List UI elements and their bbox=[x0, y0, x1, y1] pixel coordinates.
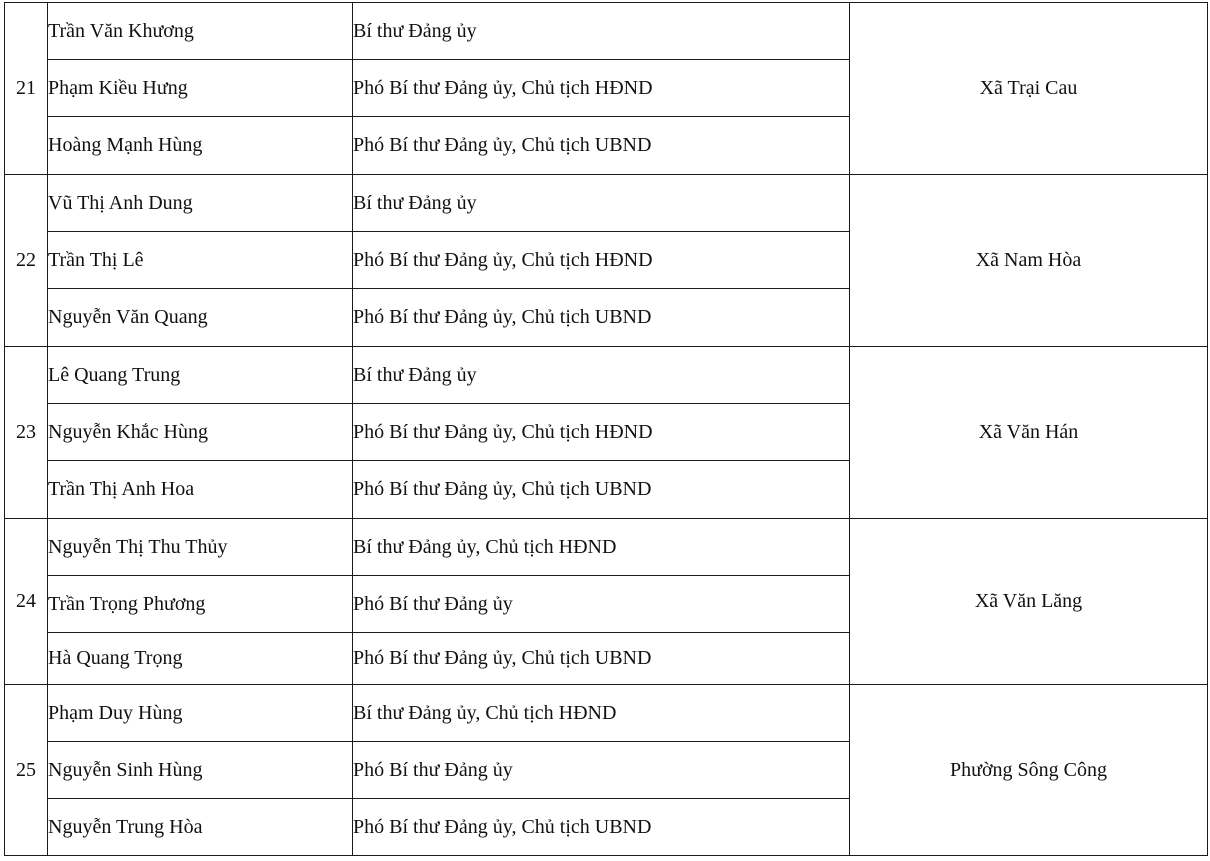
person-name: Hà Quang Trọng bbox=[48, 633, 353, 685]
person-position: Phó Bí thư Đảng ủy, Chủ tịch UBND bbox=[353, 117, 850, 175]
person-position: Phó Bí thư Đảng ủy, Chủ tịch HĐND bbox=[353, 232, 850, 289]
person-position: Bí thư Đảng ủy bbox=[353, 3, 850, 60]
person-name: Nguyễn Thị Thu Thủy bbox=[48, 519, 353, 576]
person-position: Bí thư Đảng ủy bbox=[353, 347, 850, 404]
person-name: Nguyễn Trung Hòa bbox=[48, 799, 353, 856]
table-row bbox=[5, 3, 1208, 60]
person-position: Phó Bí thư Đảng ủy, Chủ tịch UBND bbox=[353, 633, 850, 685]
table-row bbox=[5, 175, 1208, 232]
person-name: Vũ Thị Anh Dung bbox=[48, 175, 353, 232]
unit-name: Xã Nam Hòa bbox=[850, 175, 1208, 347]
person-name: Trần Văn Khương bbox=[48, 3, 353, 60]
person-name: Nguyễn Khắc Hùng bbox=[48, 404, 353, 461]
person-name: Phạm Duy Hùng bbox=[48, 685, 353, 742]
person-name: Nguyễn Văn Quang bbox=[48, 289, 353, 347]
person-position: Phó Bí thư Đảng ủy, Chủ tịch UBND bbox=[353, 461, 850, 519]
person-position: Bí thư Đảng ủy, Chủ tịch HĐND bbox=[353, 519, 850, 576]
table-row bbox=[5, 347, 1208, 404]
person-name: Trần Thị Lê bbox=[48, 232, 353, 289]
person-position: Phó Bí thư Đảng ủy bbox=[353, 742, 850, 799]
unit-name: Phường Sông Công bbox=[850, 685, 1208, 856]
person-position: Phó Bí thư Đảng ủy bbox=[353, 576, 850, 633]
person-position: Bí thư Đảng ủy, Chủ tịch HĐND bbox=[353, 685, 850, 742]
table-row bbox=[5, 519, 1208, 576]
person-name: Hoàng Mạnh Hùng bbox=[48, 117, 353, 175]
person-name: Phạm Kiều Hưng bbox=[48, 60, 353, 117]
unit-name: Xã Văn Lăng bbox=[850, 519, 1208, 685]
personnel-table bbox=[4, 2, 1208, 856]
group-number: 24 bbox=[5, 519, 48, 685]
person-position: Phó Bí thư Đảng ủy, Chủ tịch UBND bbox=[353, 289, 850, 347]
person-name: Nguyễn Sinh Hùng bbox=[48, 742, 353, 799]
group-number: 22 bbox=[5, 175, 48, 347]
unit-name: Xã Văn Hán bbox=[850, 347, 1208, 519]
table-row bbox=[5, 685, 1208, 742]
person-name: Trần Trọng Phương bbox=[48, 576, 353, 633]
person-position: Bí thư Đảng ủy bbox=[353, 175, 850, 232]
personnel-table-body bbox=[5, 3, 1208, 856]
person-position: Phó Bí thư Đảng ủy, Chủ tịch UBND bbox=[353, 799, 850, 856]
person-name: Lê Quang Trung bbox=[48, 347, 353, 404]
group-number: 25 bbox=[5, 685, 48, 856]
person-name: Trần Thị Anh Hoa bbox=[48, 461, 353, 519]
person-position: Phó Bí thư Đảng ủy, Chủ tịch HĐND bbox=[353, 60, 850, 117]
person-position: Phó Bí thư Đảng ủy, Chủ tịch HĐND bbox=[353, 404, 850, 461]
group-number: 23 bbox=[5, 347, 48, 519]
group-number: 21 bbox=[5, 3, 48, 175]
unit-name: Xã Trại Cau bbox=[850, 3, 1208, 175]
